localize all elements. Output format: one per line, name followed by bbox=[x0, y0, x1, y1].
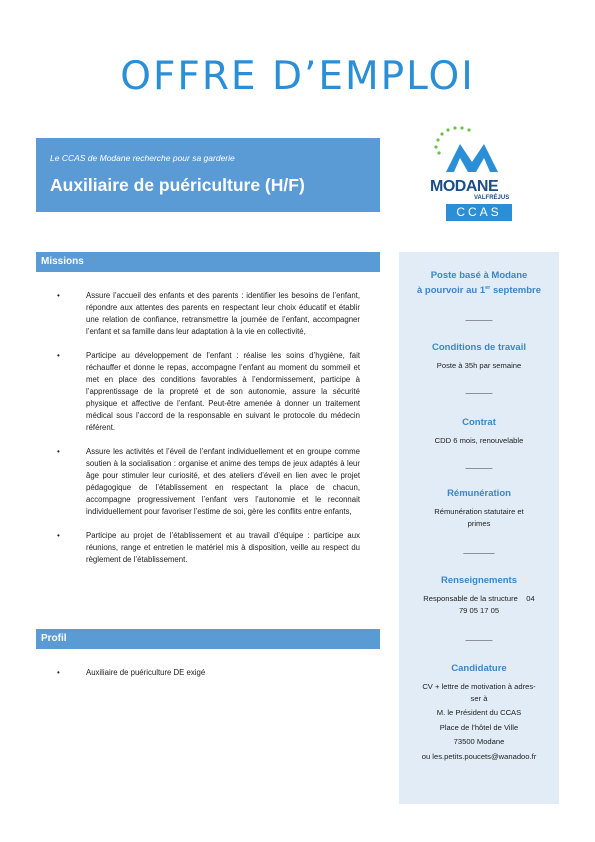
job-title: Auxiliaire de puériculture (H/F) bbox=[50, 175, 305, 195]
post-location: Poste basé à Modane bbox=[430, 270, 528, 281]
conditions-text: Poste à 35h par semaine bbox=[436, 361, 522, 370]
logo-stars-mountain-icon bbox=[428, 124, 516, 184]
separator: ______ bbox=[465, 460, 493, 469]
contrat-text: CDD 6 mois, renouvelable bbox=[434, 436, 524, 445]
banner-intro: Le CCAS de Modane recherche pour sa garderie bbox=[50, 153, 235, 163]
remuneration-text: Rémunération statutaire et primes bbox=[434, 507, 524, 528]
job-details-sidebar bbox=[399, 252, 559, 804]
renseignements-block bbox=[399, 575, 559, 616]
conditions-block bbox=[399, 342, 559, 372]
contrat-block bbox=[399, 417, 559, 447]
list-item: • Assure l’accueil des enfants et des parents : identifier les besoins de l’enfant, répondre aux attentes des parents en respectant leur choix éducatif et établir une relation de confiance, retransmettre la journée de l’enfant, accompagner l’enfant et sa famille dans leur adaptation à la vie en collectivité, bbox=[86, 290, 360, 338]
page-title: OFFRE D’EMPLOI bbox=[120, 54, 475, 99]
logo-ccas-badge: CCAS bbox=[446, 204, 512, 221]
candidature-block bbox=[399, 663, 559, 762]
list-item: • Participe au développement de l’enfant : réalise les soins d’hygiène, fait réchauffer et donne le repas, accompagne l’enfant au moment du sommeil et met en place des conditions favorables à l’endormissement, participe à l’apprentissage de la propreté et de son autonomie, assure la sécurité physique et affective de l’enfant. Peut-être amenée à donner un traitement médical sous l’accord de la responsable en suivant le protocole du médecin référent. bbox=[86, 350, 360, 434]
separator: _______ bbox=[463, 545, 495, 554]
job-banner bbox=[36, 138, 380, 212]
remuneration-block bbox=[399, 488, 559, 529]
remuneration-heading: Rémunération bbox=[447, 488, 511, 499]
missions-list bbox=[86, 290, 360, 578]
separator: ______ bbox=[465, 312, 493, 321]
list-item: • Auxiliaire de puériculture DE exigé bbox=[86, 667, 360, 679]
start-date: à pourvoir au 1er septembre bbox=[417, 285, 541, 297]
contact-email[interactable]: ou les.petits.poucets@wanadoo.fr bbox=[421, 751, 537, 761]
logo-subtitle: VALFRÉJUS bbox=[474, 195, 510, 201]
list-item: • Assure les activités et l’éveil de l’enfant individuellement et en groupe comme soutien à la socialisation : organise et anime des temps de jeux adaptés à leur âge pour stimuler leur curiosité, et des ateliers d’éveil en lien avec le projet pédagogique de l’établissement en respectant la place de chacun, accompagne progressivement l’enfant vers l’autonomie et le reconnait individuellement pour favoriser l’estime de soi, gère les conflits entre enfants, bbox=[86, 446, 360, 518]
separator: ______ bbox=[465, 632, 493, 641]
post-location-block bbox=[399, 270, 559, 297]
candidature-text: CV + lettre de motivation à adres- ser à M. le Président du CCAS Place de l’hôtel de Ville 73500 Modane ou les.petits.poucets@wanadoo.fr bbox=[399, 681, 559, 762]
profil-heading: Profil bbox=[36, 629, 380, 649]
separator: ______ bbox=[465, 385, 493, 394]
renseignements-text: Responsable de la structure 04 79 05 17 05 bbox=[423, 594, 535, 615]
renseignements-heading: Renseignements bbox=[440, 575, 518, 586]
contrat-heading: Contrat bbox=[462, 417, 496, 428]
conditions-heading: Conditions de travail bbox=[432, 342, 526, 353]
candidature-heading: Candidature bbox=[451, 663, 507, 674]
logo-name: MODANE bbox=[430, 178, 499, 195]
missions-heading: Missions bbox=[36, 252, 380, 272]
profil-list bbox=[86, 667, 360, 691]
list-item: • Participe au projet de l’établissement et au travail d’équipe : participe aux réunions, range et entretien le matériel mis à disposition, veille au respect du règlement de l’établissement. bbox=[86, 530, 360, 566]
modane-ccas-logo bbox=[428, 124, 516, 222]
